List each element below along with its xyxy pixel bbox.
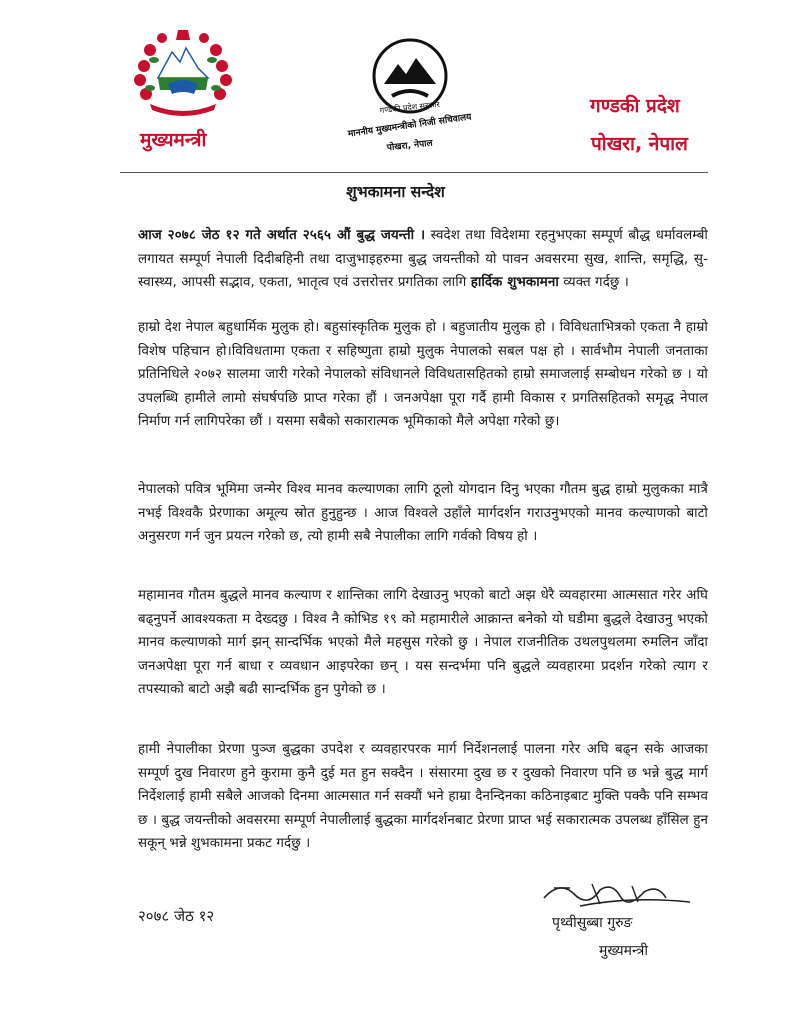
paragraph-1-lead: आज २०७८ जेठ १२ गते अर्थात २५६५ औं बुद्ध जयन्ती । xyxy=(138,228,426,243)
paragraph-1-end: व्यक्त गर्दछु । xyxy=(558,275,629,290)
paragraph-1-emphasis: हार्दिक शुभकामना xyxy=(470,275,559,290)
letterhead xyxy=(0,0,791,180)
letter-date: २०७८ जेठ १२ xyxy=(138,907,215,925)
right-title-province: गण्डकी प्रदेश xyxy=(590,95,680,117)
signer-designation: मुख्यमन्त्री xyxy=(599,943,648,959)
nepal-emblem-icon xyxy=(128,18,238,118)
right-title-location: पोखरा, नेपाल xyxy=(591,133,688,155)
paragraph-1 xyxy=(138,224,708,295)
seal-text-line3: पोखरा, नेपाल xyxy=(386,138,434,154)
letter-subject: शुभकामना सन्देश xyxy=(346,183,445,201)
seal-text-line2: माननीय मुख्यमन्त्रीको निजी सचिवालय xyxy=(347,112,473,140)
left-title: मुख्यमन्त्री xyxy=(140,129,207,151)
header-divider xyxy=(120,172,708,173)
paragraph-5: हामी नेपालीका प्रेरणा पुञ्ज बुद्धका उपदेश र व्यवहारपरक मार्ग निर्देशनलाई पालना गरेर अघि बढ्न सके आजका सम्पूर्ण दुख निवारण हुने कुरामा कुनै दुई मत हुन सक्दैन । संसारमा दुख छ र दुखको निवारण पनि छ भन्ने बुद्ध मार्ग निर्देशलाई हामी सबैले आजको दिनमा आत्मसात गर्न सक्यौं भने हाम्रा दैनन्दिनका कठिनाइबाट मुक्ति पक्कै पनि सम्भव छ । बुद्ध जयन्तीको अवसरमा सम्पूर्ण नेपालीलाई बुद्धका मार्गदर्शनबाट प्रेरणा प्राप्त भई सकारात्मक उपलब्ध हाँसिल हुन सकून् भन्ने शुभकामना प्रकट गर्दछु । xyxy=(138,742,708,851)
paragraph-1-text: स्वदेश तथा विदेशमा रहनुभएका सम्पूर्ण बौद्ध धर्मावलम्बी लगायत सम्पूर्ण नेपाली दिदीबहिनी तथा दाजुभाइहरुमा बुद्ध जयन्तीको यो पावन अवसरमा सुख, शान्ति, समृद्धि, सु-स्वास्थ्य, आपसी सद्भाव, एकता, भातृत्व एवं उत्तरोत्तर प्रगतिका लागि xyxy=(138,228,708,290)
paragraph-3: नेपालको पवित्र भूमिमा जन्मेर विश्व मानव कल्याणका लागि ठूलो योगदान दिनु भएका गौतम बुद्ध हाम्रो मुलुकका मात्रै नभई विश्वकै प्रेरणाका अमूल्य स्रोत हुनुहुन्छ । आज विश्वले उहाँले मार्गदर्शन गराउनुभएको मानव कल्याणको बाटो अनुसरण गर्न जुन प्रयत्न गरेको छ, त्यो हामी सबै नेपालीका लागि गर्वको विषय हो । xyxy=(138,482,708,544)
signature-icon xyxy=(540,876,700,916)
paragraph-2: हाम्रो देश नेपाल बहुधार्मिक मुलुक हो। बहुसांस्कृतिक मुलुक हो । बहुजातीय मुलुक हो । विविधताभित्रको एकता नै हाम्रो विशेष पहिचान हो।विविधतामा एकता र सहिष्णुता हाम्रो मुलुक नेपालको सबल पक्ष हो । सार्वभौम नेपाली जनताका प्रतिनिधिले २०७२ सालमा जारी गरेको नेपालको संविधानले विविधतासहितको हाम्रो समाजलाई सम्बोधन गरेको छ । यो उपलब्धि हामीले लामो संघर्षपछि प्राप्त गरेका हौं । जनअपेक्षा पूरा गर्दै हामी विकास र प्रगतिसहितको समृद्ध नेपाल निर्माण गर्न लागिपरेका छौं । यसमा सबैको सकारात्मक भूमिकाको मैले अपेक्षा गरेको छु। xyxy=(138,320,708,429)
signer-name: पृथ्वीसुब्बा गुरुङ xyxy=(552,915,633,931)
paragraph-4: महामानव गौतम बुद्धले मानव कल्याण र शान्तिका लागि देखाउनु भएको बाटो अझ धेरै व्यवहारमा आत्मसात गरेर अघि बढ्नुपर्ने आवश्यकता म देख्दछु । विश्व नै कोभिड १९ को महामारीले आक्रान्त बनेको यो घडीमा बुद्धले देखाउनु भएको मानव कल्याणको मार्ग झन् सान्दर्भिक भएको मैले महसुस गरेको छु । नेपाल राजनीतिक उथलपुथलमा रुमलिन जाँदा जनअपेक्षा पूरा गर्न बाधा र व्यवधान आइपरेका छन् । यस सन्दर्भमा पनि बुद्धले व्यवहारमा प्रदर्शन गरेको त्याग र तपस्याको बाटो अझै बढी सान्दर्भिक हुन पुगेको छ । xyxy=(138,588,708,697)
seal-text-line1: गण्डकी प्रदेश सरकार xyxy=(379,99,441,116)
secretariat-seal-icon xyxy=(340,24,480,164)
